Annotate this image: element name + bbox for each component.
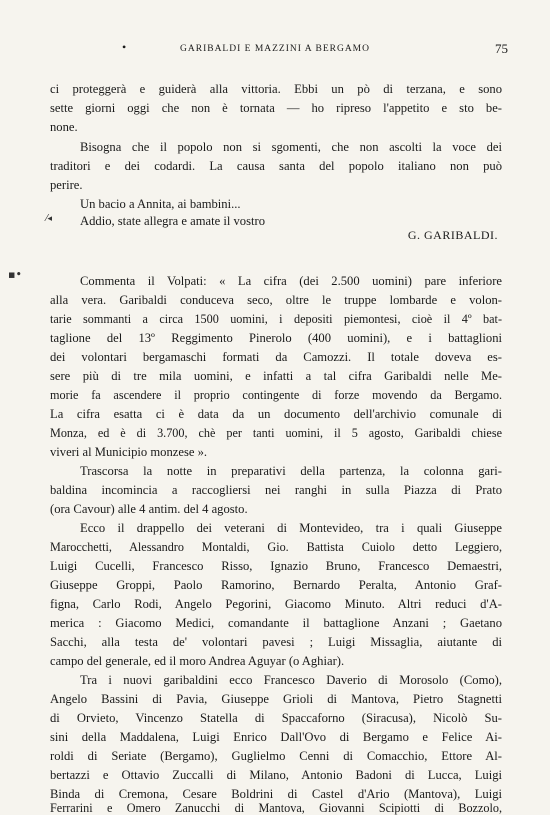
commentary-line: sere più di tre mila uomini, e infatti a tal cifra Garibaldi nelle Me- (50, 369, 502, 383)
narrative-line: figna, Carlo Rodi, Angelo Pegorini, Giacomo Minuto. Altri reduci d'A- (50, 597, 502, 611)
letter-line: sette giorni oggi che non è tornata — ho ripreso l'appetito e sto be- (50, 101, 502, 115)
signature: G. GARIBALDI. (407, 228, 498, 242)
narrative-line: Angelo Bassini di Pavia, Giuseppe Grioli di Mantova, Pietro Stagnetti (50, 692, 502, 706)
narrative-line: Binda di Cremona, Cesare Boldrini di Castel d'Ario (Mantova), Luigi (50, 787, 502, 801)
letter-line: Addio, state allegra e amate il vostro (80, 214, 265, 228)
commentary-line: dei volontari bergamaschi formati da Camozzi. Il totale doveva es- (50, 350, 502, 364)
ornament-dot: • (122, 40, 128, 54)
letter-line: perire. (50, 178, 83, 192)
commentary-line: taglione del 13º Reggimento Pinerolo (400 uomini), e i battaglioni (50, 331, 502, 345)
narrative-line: Ecco il drappello dei veterani di Montevideo, tra i quali Giuseppe (80, 521, 502, 535)
narrative-line: roldi di Seriate (Bergamo), Guglielmo Cenni di Comacchio, Ettore Al- (50, 749, 502, 763)
margin-mark: ▪• (8, 268, 22, 281)
narrative-line: Trascorsa la notte in preparativi della partenza, la colonna gari- (80, 464, 502, 478)
commentary-line: viveri al Municipio monzese ». (50, 445, 208, 459)
running-header (42, 40, 508, 62)
commentary-line: alla vera. Garibaldi conduceva seco, oltre le truppe lombarde e volon- (50, 293, 502, 307)
margin-mark: ⁄◂ (46, 214, 53, 224)
letter-line: Bisogna che il popolo non si sgomenti, che non ascolti la voce dei (80, 140, 502, 154)
narrative-line: Sacchi, alla testa de' volontari pavesi ; Luigi Missaglia, aiutante di (50, 635, 502, 649)
commentary-line: tarie sommanti a circa 1500 uomini, i depositi piemontesi, cioè il 4º bat- (50, 312, 502, 326)
commentary-line: Commenta il Volpati: « La cifra (dei 2.500 uomini) pare inferiore (80, 274, 502, 288)
letter-line: Un bacio a Annita, ai bambini... (80, 197, 241, 211)
running-title: GARIBALDI E MAZZINI A BERGAMO (180, 44, 370, 54)
narrative-line: merica : Giacomo Medici, comandante il battaglione Anzani ; Gaetano (50, 616, 502, 630)
narrative-line: Marocchetti, Alessandro Montaldi, Gio. Battista Cuiolo detto Leggiero, (50, 540, 502, 554)
narrative-line: campo del generale, ed il moro Andrea Aguyar (o Aghiar). (50, 654, 345, 668)
narrative-line: baldina incomincia a raccogliersi nei ranghi in sulla Piazza di Prato (50, 483, 502, 497)
commentary-line: Monza, ed è di 3.700, chè per tanti uomini, il 5 agosto, Garibaldi chiese (50, 426, 502, 440)
narrative-line: Tra i nuovi garibaldini ecco Francesco Daverio di Morosolo (Como), (80, 673, 502, 687)
letter-line: none. (50, 120, 78, 134)
narrative-line: (ora Cavour) alle 4 antim. del 4 agosto. (50, 502, 248, 516)
letter-line: ci proteggerà e guiderà alla vittoria. Ebbi un pò di terzana, e sono (50, 82, 502, 96)
narrative-line: bertazzi e Ottavio Zuccalli di Milano, Antonio Badoni di Lucca, Luigi (50, 768, 502, 782)
narrative-line: di Orvieto, Vincenzo Statella di Spaccaforno (Siracusa), Nicolò Su- (50, 711, 502, 725)
commentary-line: morie fa ascendere il proprio contingente di forze movendo da Bergamo. (50, 388, 502, 402)
narrative-line: sini della Maddalena, Luigi Enrico Dall'Ovo di Bergamo e Felice Ai- (50, 730, 502, 744)
page-number: 75 (495, 41, 508, 56)
narrative-line: Ferrarini e Omero Zanucchi di Mantova, Giovanni Scipiotti di Bozzolo, (50, 801, 502, 815)
narrative-line: Luigi Cucelli, Francesco Risso, Ignazio Bruno, Francesco Demaestri, (50, 559, 502, 573)
letter-line: traditori e dei codardi. La causa santa del popolo italiano non può (50, 159, 502, 173)
narrative-line: Giuseppe Groppi, Paolo Ramorino, Bernardo Peralta, Antonio Graf- (50, 578, 502, 592)
commentary-line: La cifra esatta ci è data da un documento dell'archivio comunale di (50, 407, 502, 421)
